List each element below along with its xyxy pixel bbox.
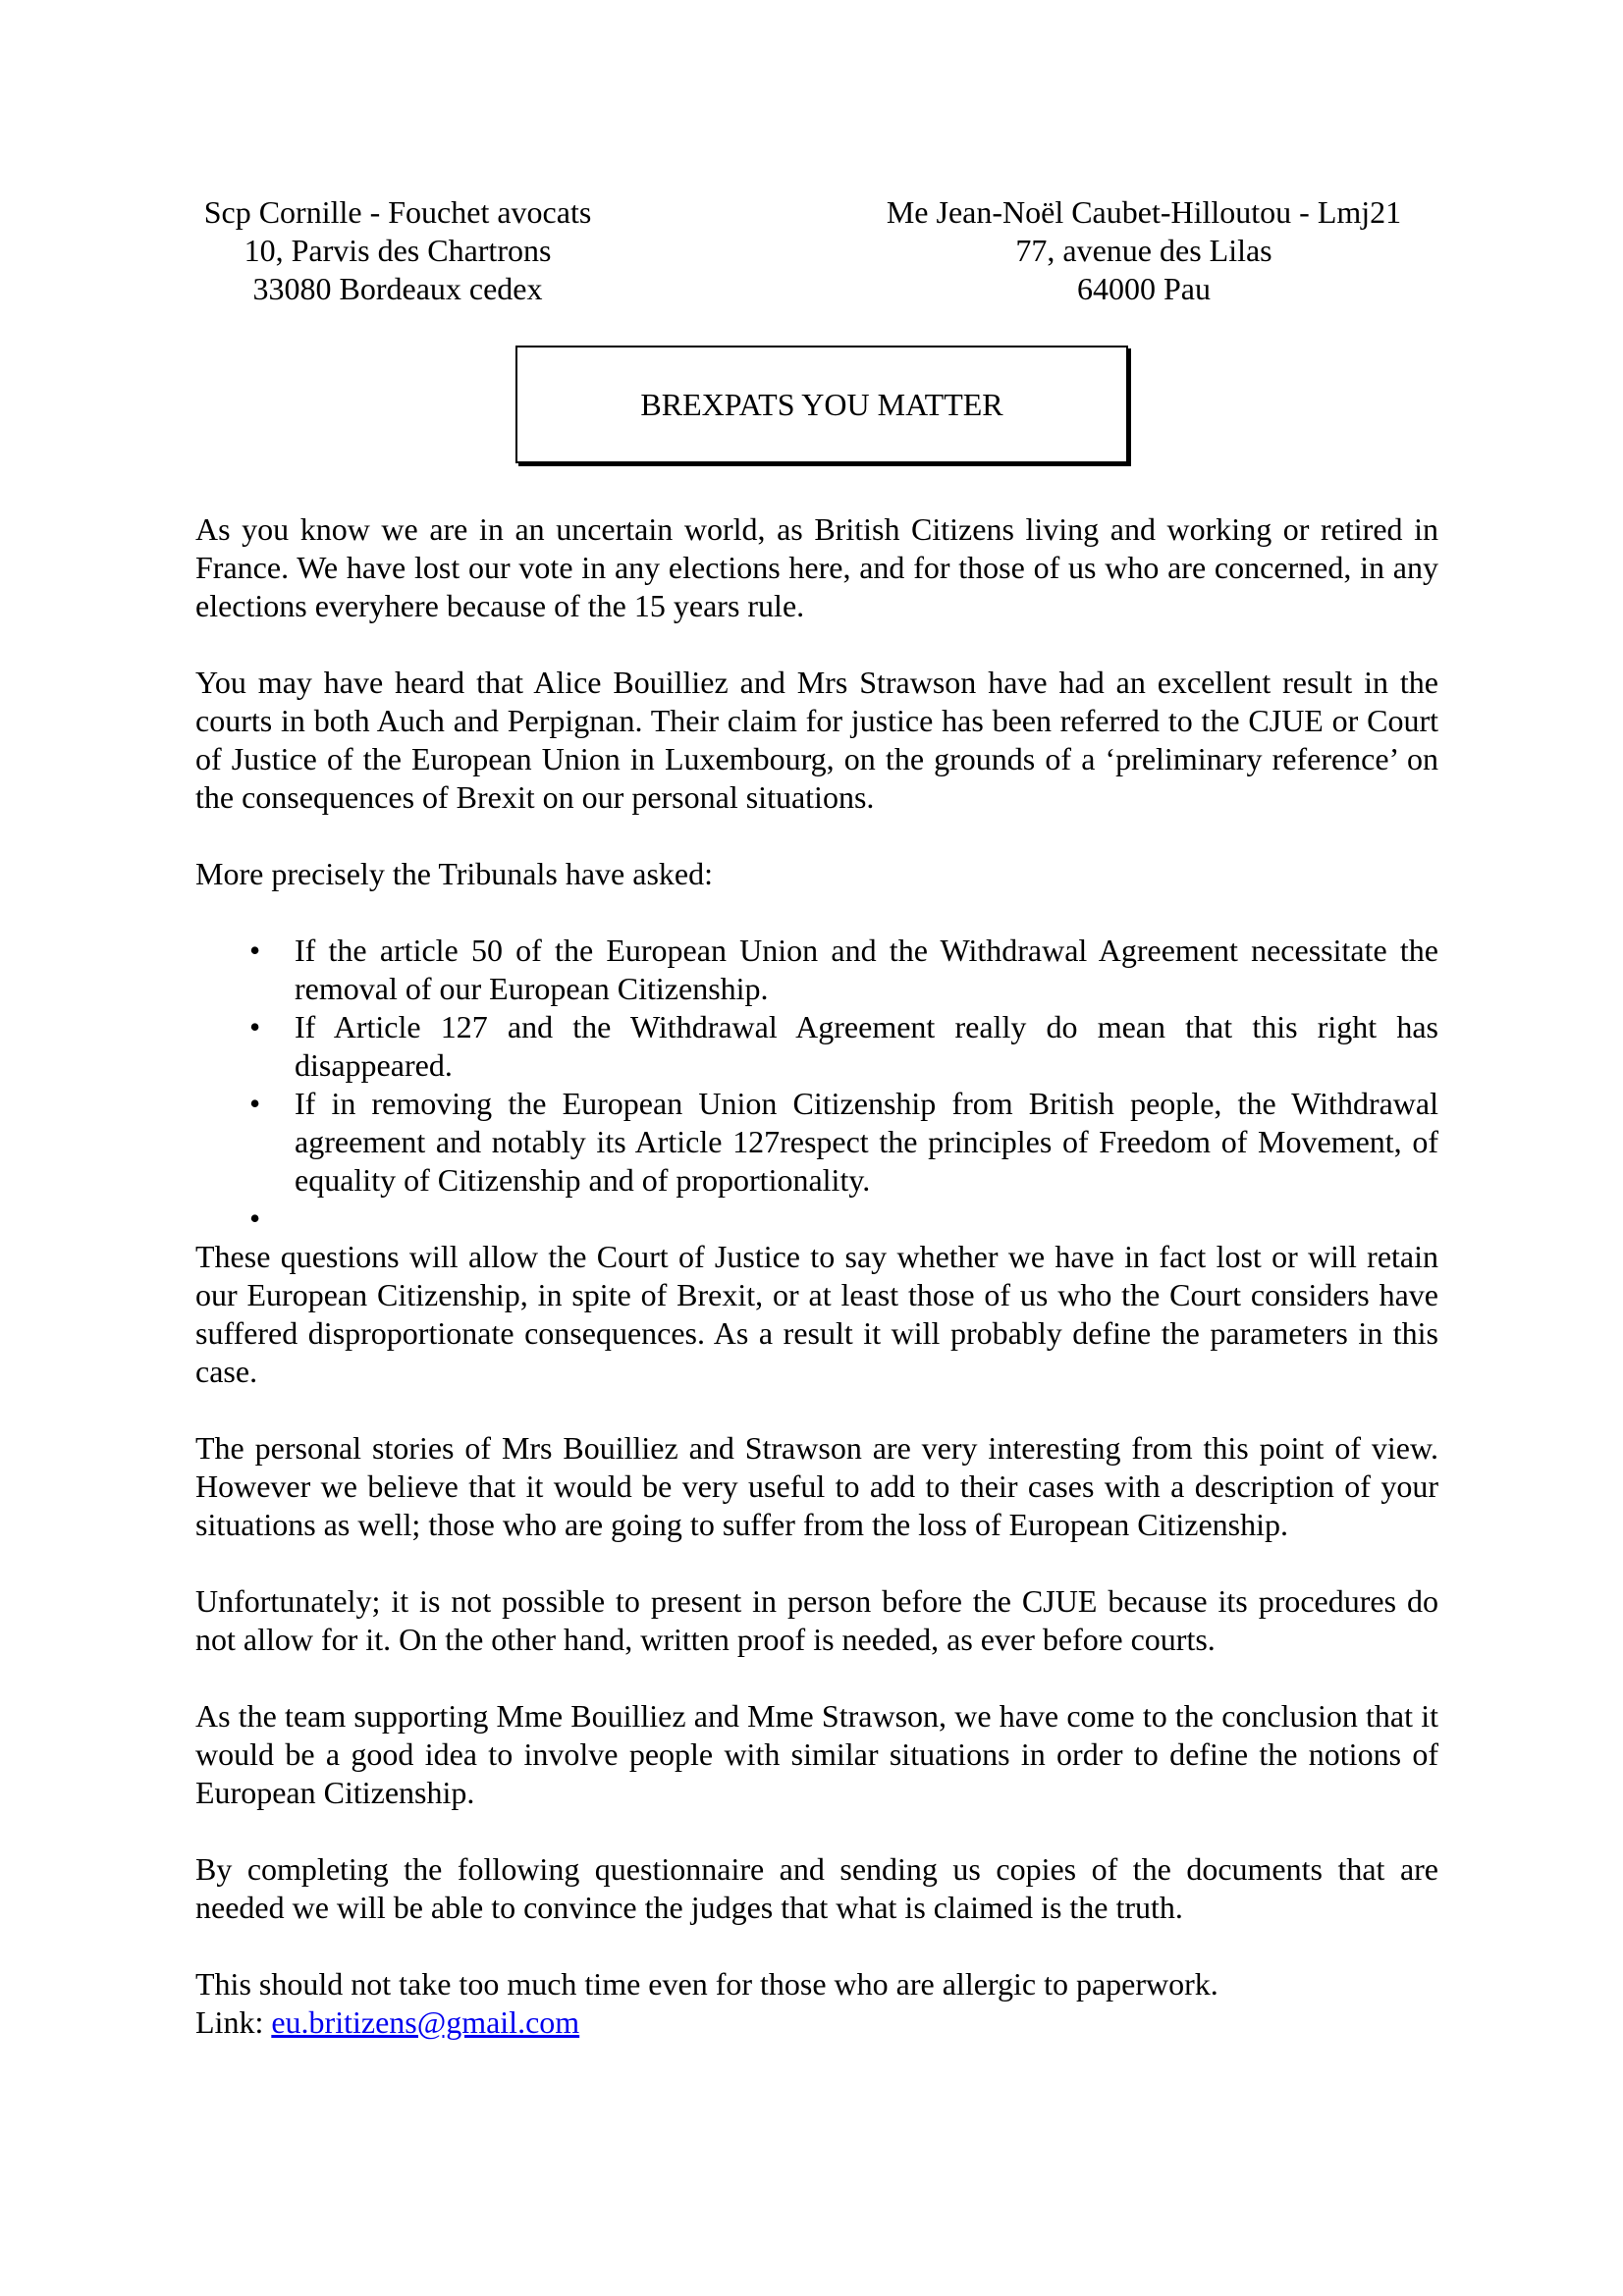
paragraph: As the team supporting Mme Bouilliez and Mme Strawson, we have come to the conclusion that it would be a good idea to involve people with similar situations in order to define the notions of European Citizenship. bbox=[195, 1698, 1438, 1810]
address-line: 64000 Pau bbox=[1077, 271, 1211, 306]
address-line: Me Jean-Noël Caubet-Hilloutou - Lmj21 bbox=[886, 194, 1402, 230]
question-list bbox=[195, 932, 1438, 1238]
address-line: 33080 Bordeaux cedex bbox=[252, 271, 543, 306]
list-item bbox=[195, 932, 1438, 1008]
bullet-icon: • bbox=[249, 1201, 261, 1236]
sender-address-right bbox=[874, 193, 1414, 308]
address-line: 10, Parvis des Chartrons bbox=[243, 233, 552, 268]
paragraph: More precisely the Tribunals have asked: bbox=[195, 856, 713, 891]
sender-address-left bbox=[195, 193, 600, 308]
email-link[interactable]: eu.britizens@gmail.com bbox=[271, 2004, 580, 2040]
list-item-empty bbox=[195, 1200, 1438, 1238]
paragraph: These questions will allow the Court of Justice to say whether we have in fact lost or will retain our European Citizenship, in spite of Brexit, or at least those of us who the Court considers have suffered disproportionate consequences. As a result it will probably define the parameters in this case. bbox=[195, 1239, 1438, 1389]
address-line: Scp Cornille - Fouchet avocats bbox=[203, 194, 592, 230]
link-label: Link: bbox=[195, 2004, 272, 2040]
list-item-text: If in removing the European Union Citizenship from British people, the Withdrawal agreement and notably its Article 127respect the principles of Freedom of Movement, of equality of Citizenship and of proportionality. bbox=[295, 1086, 1438, 1198]
paragraph: The personal stories of Mrs Bouilliez and Strawson are very interesting from this point of view. However we believe that it would be very useful to add to their cases with a description of your situations as well; those who are going to suffer from the loss of European Citizenship. bbox=[195, 1430, 1438, 1542]
paragraph: You may have heard that Alice Bouilliez and Mrs Strawson have had an excellent result in the courts in both Auch and Perpignan. Their claim for justice has been referred to the CJUE or Court of Justice of the European Union in Luxembourg, on the grounds of a ‘preliminary reference’ on the consequences of Brexit on our personal situations. bbox=[195, 665, 1438, 815]
link-line bbox=[195, 2003, 1438, 2042]
document-title: BREXPATS YOU MATTER bbox=[640, 386, 1003, 422]
paragraph: Unfortunately; it is not possible to present in person before the CJUE because its procedures do not allow for it. On the other hand, written proof is needed, as ever before courts. bbox=[195, 1583, 1438, 1657]
list-item bbox=[195, 1085, 1438, 1200]
paragraph: By completing the following questionnaire and sending us copies of the documents that are needed we will be able to convince the judges that what is claimed is the truth. bbox=[195, 1851, 1438, 1925]
letter-body bbox=[195, 510, 1438, 2042]
list-item-text: If the article 50 of the European Union and the Withdrawal Agreement necessitate the removal of our European Citizenship. bbox=[295, 933, 1438, 1006]
title-box bbox=[515, 346, 1128, 463]
bullet-icon: • bbox=[249, 1009, 261, 1044]
list-item-text: If Article 127 and the Withdrawal Agreement really do mean that this right has disappeared. bbox=[295, 1009, 1438, 1083]
list-item bbox=[195, 1008, 1438, 1085]
paragraph: As you know we are in an uncertain world, as British Citizens living and working or retired in France. We have lost our vote in any elections here, and for those of us who are concerned, in any elections everyhere because of the 15 years rule. bbox=[195, 511, 1438, 623]
paragraph: This should not take too much time even for those who are allergic to paperwork. bbox=[195, 1966, 1218, 2002]
address-line: 77, avenue des Lilas bbox=[1015, 233, 1272, 268]
bullet-icon: • bbox=[249, 933, 261, 968]
bullet-icon: • bbox=[249, 1086, 261, 1121]
